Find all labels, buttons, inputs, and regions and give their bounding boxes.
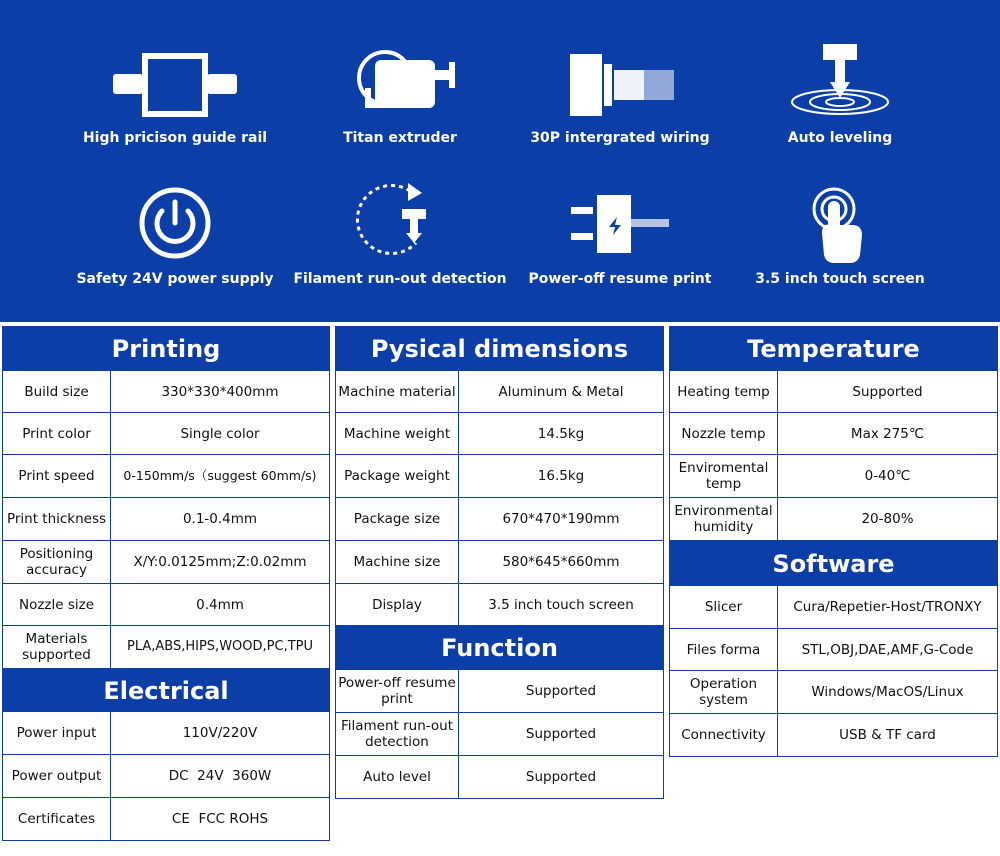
spec-value: Windows/MacOS/Linux bbox=[778, 671, 998, 714]
spec-key: Machine size bbox=[336, 541, 459, 584]
power-icon bbox=[137, 185, 213, 261]
filament-detection-icon bbox=[350, 181, 450, 261]
table-row bbox=[3, 755, 330, 798]
spec-key: Print color bbox=[3, 413, 111, 455]
table-row bbox=[336, 498, 664, 541]
spec-value: Aluminum & Metal bbox=[459, 371, 664, 413]
guide-rail-icon bbox=[105, 50, 245, 120]
spec-value: Supported bbox=[459, 756, 664, 799]
table-row bbox=[3, 584, 330, 626]
spec-value: 0.1-0.4mm bbox=[111, 498, 330, 541]
touch-hand-icon bbox=[800, 185, 880, 265]
spec-value: 3.5 inch touch screen bbox=[459, 584, 664, 626]
table-row bbox=[670, 413, 998, 455]
feature-label: 3.5 inch touch screen bbox=[755, 271, 925, 287]
table-row bbox=[336, 670, 664, 713]
spec-key: Enviromental temp bbox=[670, 455, 778, 498]
table-row bbox=[3, 541, 330, 584]
table-row bbox=[670, 371, 998, 413]
spec-value: 20-80% bbox=[778, 498, 998, 541]
spec-key: Machine material bbox=[336, 371, 459, 413]
feature-label: 30P intergrated wiring bbox=[530, 130, 710, 146]
spec-value: 670*470*190mm bbox=[459, 498, 664, 541]
physical-table bbox=[335, 370, 664, 626]
spec-value: X/Y:0.0125mm;Z:0.02mm bbox=[111, 541, 330, 584]
feature-label: Safety 24V power supply bbox=[76, 271, 274, 287]
wiring-connector-icon bbox=[560, 50, 680, 120]
spec-value: Single color bbox=[111, 413, 330, 455]
table-row bbox=[3, 498, 330, 541]
printing-header: Printing bbox=[2, 326, 330, 370]
spec-value: DC 24V 360W bbox=[111, 755, 330, 798]
spec-value: PLA,ABS,HIPS,WOOD,PC,TPU bbox=[111, 626, 330, 669]
table-row bbox=[670, 714, 998, 757]
table-row bbox=[3, 626, 330, 669]
spec-key: Files forma bbox=[670, 629, 778, 671]
electrical-header: Electrical bbox=[2, 669, 330, 711]
table-row bbox=[336, 713, 664, 756]
spec-value: 330*330*400mm bbox=[111, 371, 330, 413]
spec-value: CE FCC ROHS bbox=[111, 798, 330, 841]
printing-table bbox=[2, 370, 330, 669]
temperature-table bbox=[669, 370, 998, 541]
spec-value: 0-150mm/s（suggest 60mm/s) bbox=[111, 455, 330, 498]
spec-key: Nozzle size bbox=[3, 584, 111, 626]
spec-key: Package size bbox=[336, 498, 459, 541]
spec-key: Nozzle temp bbox=[670, 413, 778, 455]
table-row bbox=[3, 798, 330, 841]
spec-key: Heating temp bbox=[670, 371, 778, 413]
spec-value: 580*645*660mm bbox=[459, 541, 664, 584]
spec-key: Print speed bbox=[3, 455, 111, 498]
spec-value: 0-40℃ bbox=[778, 455, 998, 498]
spec-key: Package weight bbox=[336, 455, 459, 498]
table-row bbox=[670, 455, 998, 498]
spec-key: Power-off resume print bbox=[336, 670, 459, 713]
feature-label: Power-off resume print bbox=[528, 271, 712, 287]
spec-value: Supported bbox=[459, 670, 664, 713]
feature-label: Titan extruder bbox=[343, 130, 457, 146]
spec-value: STL,OBJ,DAE,AMF,G-Code bbox=[778, 629, 998, 671]
spec-key: Operation system bbox=[670, 671, 778, 714]
spec-value: 16.5kg bbox=[459, 455, 664, 498]
spec-key: Build size bbox=[3, 371, 111, 413]
table-row bbox=[3, 455, 330, 498]
spec-key: Machine weight bbox=[336, 413, 459, 455]
spec-column-middle bbox=[335, 326, 664, 799]
software-header: Software bbox=[669, 541, 998, 585]
table-row bbox=[336, 455, 664, 498]
spec-key: Filament run-out detection bbox=[336, 713, 459, 756]
table-row bbox=[670, 586, 998, 629]
function-header: Function bbox=[335, 626, 664, 669]
table-row bbox=[336, 584, 664, 626]
spec-value: 110V/220V bbox=[111, 712, 330, 755]
spec-value: 0.4mm bbox=[111, 584, 330, 626]
spec-value: 14.5kg bbox=[459, 413, 664, 455]
table-row bbox=[3, 712, 330, 755]
spec-key: Connectivity bbox=[670, 714, 778, 757]
feature-label: High pricison guide rail bbox=[82, 130, 268, 146]
table-row bbox=[336, 413, 664, 455]
spec-value: Cura/Repetier-Host/TRONXY bbox=[778, 586, 998, 629]
table-row bbox=[670, 629, 998, 671]
table-row bbox=[3, 371, 330, 413]
features-banner bbox=[0, 0, 1000, 322]
function-table bbox=[335, 669, 664, 799]
feature-label: Filament run-out detection bbox=[293, 271, 507, 287]
spec-column-right bbox=[669, 326, 998, 757]
spec-key: Positioning accuracy bbox=[3, 541, 111, 584]
table-row bbox=[336, 541, 664, 584]
spec-key: Certificates bbox=[3, 798, 111, 841]
spec-key: Print thickness bbox=[3, 498, 111, 541]
spec-value: Max 275℃ bbox=[778, 413, 998, 455]
power-plug-icon bbox=[565, 191, 675, 257]
spec-value: Supported bbox=[778, 371, 998, 413]
spec-key: Auto level bbox=[336, 756, 459, 799]
electrical-table bbox=[2, 711, 330, 841]
feature-label: Auto leveling bbox=[787, 130, 893, 146]
table-row bbox=[3, 413, 330, 455]
table-row bbox=[336, 756, 664, 799]
temperature-header: Temperature bbox=[669, 326, 998, 370]
spec-value: USB & TF card bbox=[778, 714, 998, 757]
spec-key: Power input bbox=[3, 712, 111, 755]
spec-key: Materials supported bbox=[3, 626, 111, 669]
extruder-icon bbox=[335, 40, 465, 120]
table-row bbox=[336, 371, 664, 413]
spec-column-left bbox=[2, 326, 330, 841]
spec-key: Environmental humidity bbox=[670, 498, 778, 541]
spec-key: Slicer bbox=[670, 586, 778, 629]
auto-leveling-icon bbox=[785, 40, 895, 120]
spec-key: Power output bbox=[3, 755, 111, 798]
table-row bbox=[670, 498, 998, 541]
physical-header: Pysical dimensions bbox=[335, 326, 664, 370]
software-table bbox=[669, 585, 998, 757]
spec-value: Supported bbox=[459, 713, 664, 756]
table-row bbox=[670, 671, 998, 714]
spec-key: Display bbox=[336, 584, 459, 626]
